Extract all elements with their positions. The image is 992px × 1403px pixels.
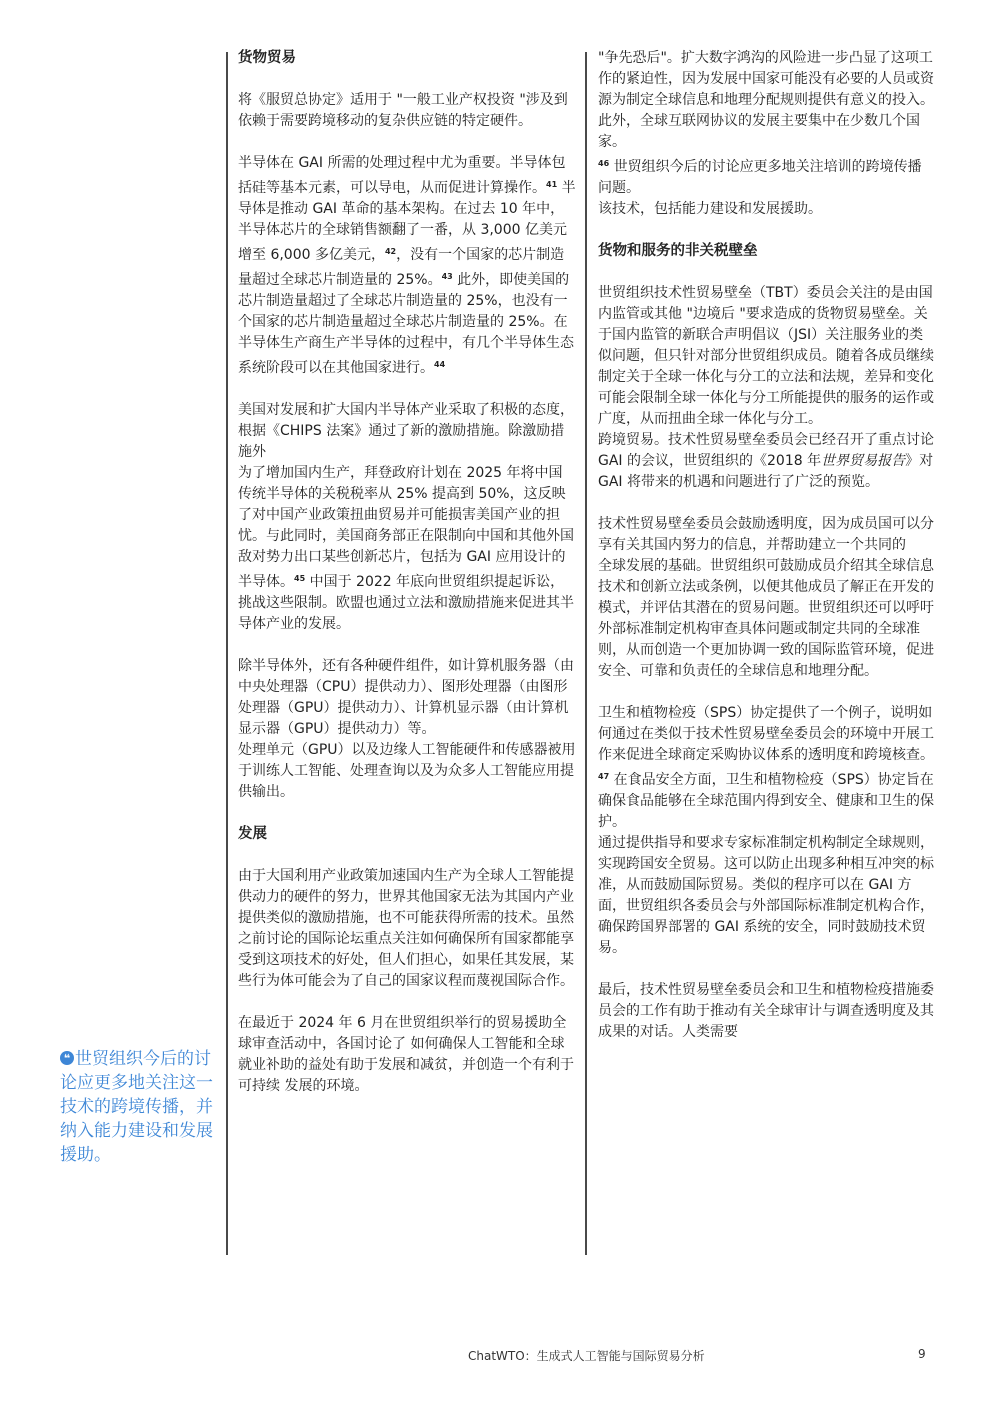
pull-quote — [60, 1047, 220, 1167]
paragraph — [238, 153, 576, 379]
footnote-marker: 42 — [384, 247, 397, 256]
paragraph: 由于大国利用产业政策加速国内生产为全球人工智能提供动力的硬件的努力，世界其他国家无法为其国内产业提供类似的激励措施，也不可能获得所需的技术。虽然之前讨论的国际论坛重点关注如何确保所有国家都能享受到这项技术的好处，但人们担心，如果任其发展，某些行为体可能会为了自己的国家议程而蔑视国际合作。 — [238, 868, 574, 989]
paragraph: 除半导体外，还有各种硬件组件，如计算机服务器（由中央处理器（CPU）提供动力）、图形处理器（由图形处理器（GPU）提供动力）、计算机显示器（由计算机显示器（GPU）提供动力）等。 — [238, 658, 574, 737]
paragraph: 最后，技术性贸易壁垒委员会和卫生和植物检疫措施委员会的工作有助于推动有关全球审计与调查透明度及其成果的对话。人类需要 — [598, 982, 934, 1040]
footer-title: ChatWTO：生成式人工智能与国际贸易分析 — [468, 1349, 705, 1363]
page-number: 9 — [918, 1347, 926, 1361]
paragraph: 在最近于 2024 年 6 月在世贸组织举行的贸易援助全球审查活动中，各国讨论了 如何确保人工智能和全球就业补助的益处有助于发展和减贫，并创造一个有利于可持续 发展的环境。 — [238, 1015, 574, 1094]
section-heading: 发展 — [238, 826, 267, 842]
paragraph: 全球发展的基础。世贸组织可鼓励成员介绍其全球信息技术和创新立法或条例，以便其他成员了解正在开发的模式，并评估其潜在的贸易问题。世贸组织还可以呼吁外部标准制定机构审查具体问题或制定共同的全球准则，从而创造一个更加协调一致的国际监管环境，促进安全、可靠和负责任的全球信息和地理分配。 — [598, 558, 934, 679]
paragraph: 处理单元（GPU）以及边缘人工智能硬件和传感器被用于训练人工智能、处理查询以及为众多人工智能应用提供输出。 — [238, 742, 576, 800]
report-title: 世界贸易报告 — [821, 453, 906, 469]
text-run: 卫生和植物检疫（SPS）协定提供了一个例子，说明如何通过在类似于技术性贸易壁垒委员会的环境中开展工作来促进全球商定采购协议体系的透明度和跨境核查。 — [598, 705, 934, 763]
text-run: 半导体是推动 GAI 革命的基本架构。在过去 10 年中，半导体芯片的全球销售额翻了一番，从 3,000 亿美元增至 6,000 多亿美元， — [238, 180, 576, 263]
paragraph: 技术性贸易壁垒委员会鼓励透明度，因为成员国可以分享有关其国内努力的信息，并帮助建立一个共同的 — [598, 516, 934, 553]
text-run: 为了增加国内生产，拜登政府计划在 2025 年将中国传统半导体的关税税率从 25% 提高到 50%，这反映了对中国产业政策扭曲贸易并可能损害美国产业的担忧。与此同时，美国商务部正在限制向中国和其他外国敌对势力出口某些创新芯片，包括为 GAI 应用设计的半导体。 — [238, 465, 574, 590]
left-column — [238, 48, 576, 1097]
footnote-marker: 45 — [294, 574, 306, 583]
text-run: "争先恐后"。扩大数字鸿沟的风险进一步凸显了这项工作的紧迫性，因为发展中国家可能没有必要的人员或资源为制定全球信息和地理分配规则提供有意义的投入。此外，全球互联网协议的发展主要集中在少数几个国家。 — [598, 50, 934, 150]
text-run: 在食品安全方面，卫生和植物检疫（SPS）协定旨在确保食品能够在全球范围内得到安全、健康和卫生的保护。 — [598, 772, 934, 830]
right-column — [598, 48, 934, 1043]
paragraph — [598, 430, 934, 493]
text-run: ，没有一个国家的芯片制造量超过全球芯片制造量的 25%。 — [238, 247, 565, 288]
footnote-marker: 46 — [598, 159, 610, 168]
paragraph: 将《服贸总协定》适用于 "一般工业产权投资 "涉及到依赖于需要跨境移动的复杂供应链的特定硬件。 — [238, 92, 568, 129]
paragraph — [238, 463, 576, 635]
text-run: 中国于 2022 年底向世贸组织提起诉讼，挑战这些限制。欧盟也通过立法和激励措施来促进其半导体产业的发展。 — [238, 574, 574, 632]
text-run: 》对 GAI 将带来的机遇和问题进行了广泛的预览。 — [598, 453, 934, 490]
footnote-marker: 47 — [598, 772, 610, 781]
text-run: 此外，即使美国的芯片制造量超过了全球芯片制造量的 25%，也没有一个国家的芯片制造量超过全球芯片制造量的 25%。在半导体生产商生产半导体的过程中，有几个半导体生态系统阶段可以在其他国家进行。 — [238, 272, 574, 376]
quote-mark-icon: ❝ — [60, 1051, 74, 1065]
pull-quote-text: 世贸组织今后的讨论应更多地关注这一技术的跨境传播，并纳入能力建设和发展援助。 — [60, 1049, 213, 1165]
footnote-marker: 41 — [546, 180, 558, 189]
paragraph: 世贸组织技术性贸易壁垒（TBT）委员会关注的是由国内监管或其他 "边境后 "要求造成的货物贸易壁垒。关于国内监管的新联合声明倡议（JSI）关注服务业的类似问题，但只针对部分世贸组织成员。随着各成员继续制定关于全球一体化与分工的立法和法规，差异和变化可能会限制全球一体化与分工所能提供的服务的运作或广度，从而扭曲全球一体化与分工。 — [598, 285, 934, 427]
paragraph — [598, 48, 934, 199]
section-heading: 货物贸易 — [238, 50, 296, 66]
column-divider-left — [226, 52, 228, 1255]
text-run: 半导体在 GAI 所需的处理过程中尤为重要。半导体包括硅等基本元素，可以导电，从而促进计算操作。 — [238, 155, 566, 196]
paragraph: 该技术，包括能力建设和发展援助。 — [598, 201, 822, 217]
paragraph — [598, 703, 934, 833]
footnote-marker: 43 — [441, 272, 453, 281]
column-divider-right — [585, 52, 587, 1255]
text-run: 世贸组织今后的讨论应更多地关注培训的跨境传播问题。 — [598, 159, 922, 196]
paragraph: 通过提供指导和要求专家标准制定机构制定全球规则，实现跨国安全贸易。这可以防止出现多种相互冲突的标准，从而鼓励国际贸易。类似的程序可以在 GAI 方面，世贸组织各委员会与外部国际标准制定机构合作，确保跨国界部署的 GAI 系统的安全，同时鼓励技术贸易。 — [598, 835, 934, 956]
footnote-marker: 44 — [434, 360, 446, 369]
text-run: 跨境贸易。技术性贸易壁垒委员会已经召开了重点讨论 GAI 的会议，世贸组织的《2018 年 — [598, 432, 934, 469]
section-heading: 货物和服务的非关税壁垒 — [598, 243, 758, 259]
paragraph: 美国对发展和扩大国内半导体产业采取了积极的态度，根据《CHIPS 法案》通过了新的激励措施。除激励措施外 — [238, 402, 574, 460]
